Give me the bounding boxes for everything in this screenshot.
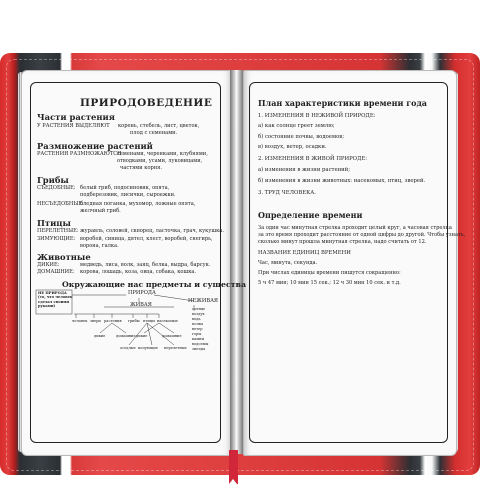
term: СЪЕДОБНЫЕ: [37, 185, 76, 191]
right-page-title: План характеристики времени года [258, 98, 427, 108]
definition: корень, стебель, лист, цветок, [118, 123, 200, 129]
plan-item: б) состояние почвы, водоемов; [258, 134, 345, 140]
living-label: ЖИВАЯ [130, 302, 152, 308]
plan-item: б) изменения в жизни животных: насекомых, птиц, зверей. [258, 178, 426, 184]
definition: подберезовик, лисички, сыроежки. [80, 192, 176, 198]
section-heading: Птицы [37, 218, 71, 228]
nonliving-item: вода [192, 317, 201, 321]
nonliving-item: почва [192, 322, 204, 326]
plan-item: в) воздух, ветер, осадки. [258, 144, 327, 150]
section-heading: Части растения [37, 112, 115, 122]
living-child: растения [104, 319, 122, 323]
bookmark-ribbon[interactable] [229, 450, 238, 484]
definition: отводками, усами, луковицами, [117, 158, 203, 164]
term: ЗИМУЮЩИЕ: [37, 236, 76, 242]
section-heading: Размножение растений [37, 141, 153, 151]
not-nature-label: НЕ ПРИРОДА (то, что человек сделал своими руками) [38, 291, 73, 309]
plan-item: а) как солнце греет землю; [258, 123, 335, 129]
nonliving-item: солнце [192, 307, 206, 311]
abbr-note: При числах единицы времени пишутся сокращенно: [258, 270, 401, 276]
living-child: грибы [128, 319, 140, 323]
term: НЕСЪЕДОБНЫЕ: [37, 201, 84, 207]
term: ДОМАШНИЕ: [37, 269, 75, 275]
term: ПЕРЕЛЕТНЫЕ: [37, 228, 79, 234]
term: ДИКИЕ: [37, 262, 60, 268]
nature-root-label: ПРИРОДА [128, 290, 156, 296]
plan-item: 1. ИЗМЕНЕНИЯ В НЕЖИВОЙ ПРИРОДЕ: [258, 113, 376, 119]
time-paragraph-line: за это время проходит расстояние от одной цифры до другой. Чтобы узнать, [258, 232, 466, 238]
nonliving-item: ветер [192, 327, 203, 331]
animal-child: домашние [162, 334, 182, 338]
book-spine [230, 70, 243, 454]
time-paragraph-line: сколько минут прошла минутная стрелка, надо считать от 12. [258, 239, 427, 245]
nonliving-item: горы [192, 332, 202, 336]
living-child: насекомые [157, 319, 178, 323]
bird-type: оседлые [120, 346, 136, 350]
term: РАСТЕНИЯ РАЗМНОЖАЮТСЯ [37, 151, 122, 157]
units-heading: НАЗВАНИЕ ЕДИНИЦ ВРЕМЕНИ [258, 250, 351, 256]
nonliving-item: звезды [192, 347, 206, 351]
nonliving-item: водоемы [192, 342, 209, 346]
nonliving-label: НЕЖИВАЯ [188, 298, 219, 304]
living-child: звери [90, 319, 101, 323]
definition: белый гриб, подосиновик, опята, [80, 185, 170, 191]
section-heading: Грибы [37, 175, 69, 185]
bird-type: перелетные [164, 346, 187, 350]
definition: журавль, соловей, скворец, ласточка, грач, кукушка. [80, 228, 224, 234]
definition: воробей, синица, дятел, клест, воробей, снегирь, [80, 236, 213, 242]
living-child: птицы [143, 319, 155, 323]
time-paragraph-line: За один час минутная стрелка проходит целый круг, а часовая стрелка [258, 225, 452, 231]
definition: плод с семенами. [130, 130, 178, 136]
definition: желчный гриб. [80, 208, 121, 214]
plan-item: а) изменения в жизни растений; [258, 167, 350, 173]
nonliving-item: воздух [192, 312, 205, 316]
definition: частями корня. [120, 165, 163, 171]
abbr-example: 5 ч 47 мин; 10 мин 15 сек.; 12 ч 30 мин 10 сек. и т.д. [258, 280, 401, 286]
plan-item: 2. ИЗМЕНЕНИЯ В ЖИВОЙ ПРИРОДЕ: [258, 156, 367, 162]
time-section-title: Определение времени [258, 210, 363, 220]
plant-child: домашние [116, 334, 136, 338]
plan-item: 3. ТРУД ЧЕЛОВЕКА. [258, 190, 316, 196]
definition: медведь, лиса, волк, заяц, белка, выдра, барсук. [80, 262, 211, 268]
animal-child: дикие [136, 334, 148, 338]
definition: семенами, черенками, клубнями, [117, 151, 208, 157]
definition: корова, лошадь, коза, овца, собака, кошка. [80, 269, 197, 275]
definition: бледная поганка, мухомор, ложные опята, [80, 201, 196, 207]
bird-type: кочующие [138, 346, 158, 350]
section-heading: Животные [37, 252, 91, 262]
left-page-title: ПРИРОДОВЕДЕНИЕ [80, 97, 213, 109]
units-text: Час, минута, секунда. [258, 260, 318, 266]
nonliving-item: камни [192, 337, 204, 341]
plant-child: дикие [94, 334, 106, 338]
term: У РАСТЕНИЯ ВЫДЕЛЯЮТ [37, 123, 110, 129]
diagram-title: Окружающие нас предметы и существа [62, 280, 246, 289]
definition: ворона, галка. [80, 243, 119, 249]
living-child: человек [72, 319, 88, 323]
